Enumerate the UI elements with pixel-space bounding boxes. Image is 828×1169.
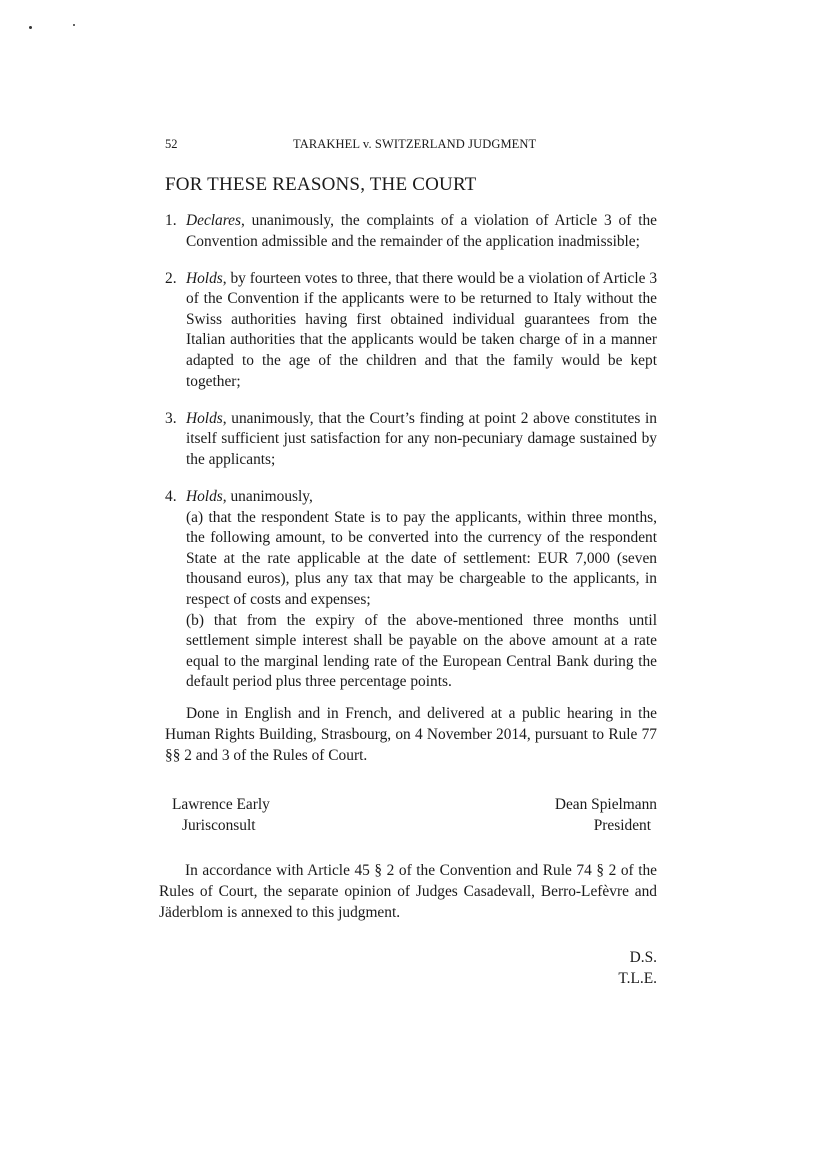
operative-item <box>165 269 657 393</box>
signatory-role: President <box>593 817 651 834</box>
running-title: TARAKHEL v. SWITZERLAND JUDGMENT <box>293 137 537 151</box>
page-number: 52 <box>165 137 178 151</box>
item-verb: Declares <box>186 212 241 229</box>
initials-line: D.S. <box>629 949 657 966</box>
item-verb: Holds <box>186 488 223 506</box>
item-number: 3. <box>165 409 177 427</box>
operative-provisions <box>165 211 657 693</box>
scan-speck <box>29 26 32 29</box>
item-verb: Holds <box>186 409 223 427</box>
item-text: , by fourteen votes to three, that there would be a violation of Article 3 of the Convention if the applicants were to be returned to Italy without the Swiss authorities having first obtained individual guarantees from the Italian authorities that the applicants would be taken charge of in a manner adapted to the age of the children and that the family would be kept together; <box>186 269 658 390</box>
initials-block <box>618 947 657 989</box>
subparagraph-a: (a) that the respondent State is to pay the applicants, within three months, the following amount, to be converted into the currency of the respondent State at the rate applicable at the date of settlement: EUR 7,000 (seven thousand euros), plus any tax that may be chargeable to the applicants, in respect of costs and expenses; <box>186 508 657 608</box>
item-text: , unanimously, the complaints of a violation of Article 3 of the Convention admissible and the remainder of the application inadmissible; <box>186 212 657 250</box>
operative-item <box>165 487 657 693</box>
operative-item <box>165 211 657 252</box>
scan-speck <box>73 24 75 26</box>
signatory-name: Dean Spielmann <box>554 796 657 813</box>
operative-item <box>165 409 657 471</box>
signature-president <box>555 794 657 836</box>
item-number: 4. <box>165 488 177 506</box>
running-header <box>165 137 657 155</box>
item-text: , unanimously, <box>222 488 313 506</box>
item-text: , unanimously, that the Court’s finding at point 2 above constitutes in itself sufficient just satisfaction for any non-pecuniary damage sustained by the applicants; <box>186 409 657 468</box>
item-number: 1. <box>165 212 177 229</box>
item-verb: Holds <box>186 269 223 287</box>
signatory-name: Lawrence Early <box>172 796 270 813</box>
subparagraph-b: (b) that from the expiry of the above-mentioned three months until settlement simple interest shall be payable on the above amount at a rate equal to the marginal lending rate of the European Central Bank during the default period plus three percentage points. <box>186 611 657 691</box>
initials-line: T.L.E. <box>618 970 657 987</box>
signature-registrar <box>172 794 270 836</box>
item-number: 2. <box>165 269 177 287</box>
signatory-role: Jurisconsult <box>182 817 256 834</box>
annex-note: In accordance with Article 45 § 2 of the Convention and Rule 74 § 2 of the Rules of Court, the separate opinion of Judges Casadevall, Berro-Lefèvre and Jäderblom is annexed to this judgment. <box>159 862 657 921</box>
section-heading: FOR THESE REASONS, THE COURT <box>165 174 477 195</box>
done-paragraph: Done in English and in French, and delivered at a public hearing in the Human Rights Building, Strasbourg, on 4 November 2014, pursuant to Rule 77 §§ 2 and 3 of the Rules of Court. <box>165 705 657 764</box>
